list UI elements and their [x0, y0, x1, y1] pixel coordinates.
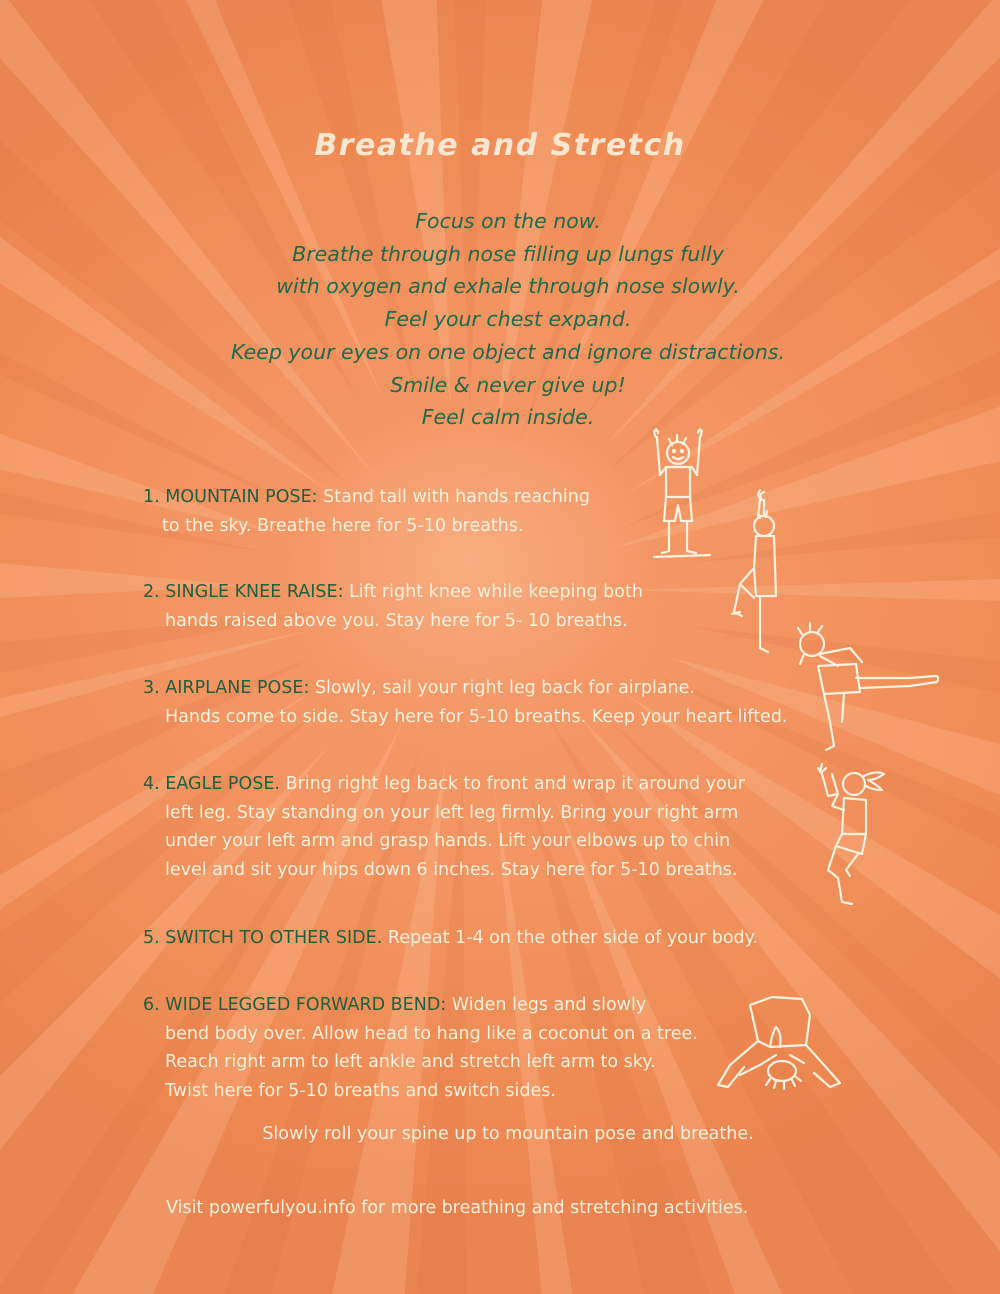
step-number: 6.: [143, 995, 160, 1015]
step-heading: EAGLE POSE.: [165, 774, 280, 794]
step-text: Twist here for 5-10 breaths and switch sides.: [165, 1080, 556, 1101]
step-heading: SWITCH TO OTHER SIDE.: [165, 928, 383, 948]
knee-raise-figure-icon: [720, 488, 790, 663]
step-text: Widen legs and slowly: [451, 995, 647, 1015]
step-text: Slowly, sail your right leg back for airplane.: [314, 678, 695, 698]
step-heading: SINGLE KNEE RAISE:: [165, 582, 344, 602]
step-text: Lift right knee while keeping both: [349, 582, 643, 602]
intro-line: Focus on the now.: [415, 209, 601, 233]
step-number: 1.: [143, 487, 160, 507]
intro-line: Feel calm inside.: [421, 405, 595, 430]
step-text: Bring right leg back to front and wrap it around your: [285, 774, 745, 794]
intro-line: Smile & never give up!: [390, 372, 626, 397]
page-title: Breathe and Stretch: [314, 128, 686, 163]
intro-line: Keep your eyes on one object and ignore distractions.: [230, 339, 786, 364]
airplane-pose-figure-icon: [790, 622, 945, 757]
step-number: 2.: [143, 582, 160, 602]
forward-bend-figure-icon: [710, 995, 845, 1095]
step-mountain-pose: [143, 483, 590, 540]
step-text: hands raised above you. Stay here for 5- 10 breaths.: [165, 610, 628, 631]
closing-instruction: Slowly roll your spine up to mountain pose and breathe.: [262, 1124, 754, 1144]
step-heading: AIRPLANE POSE:: [165, 678, 310, 698]
step-text: to the sky. Breathe here for 5-10 breaths.: [162, 515, 524, 536]
intro-line: Breathe through nose filling up lungs fully: [292, 241, 724, 266]
step-number: 3.: [143, 678, 160, 698]
step-heading: WIDE LEGGED FORWARD BEND:: [165, 995, 447, 1015]
mountain-pose-figure-icon: [640, 425, 720, 565]
step-text: left leg. Stay standing on your left leg firmly. Bring your right arm: [165, 802, 739, 823]
eagle-pose-figure-icon: [808, 760, 888, 910]
footer-link-text: Visit powerfulyou.info for more breathing and stretching activities.: [166, 1198, 749, 1218]
sunburst-ray: [620, 560, 1000, 620]
step-text: Repeat 1-4 on the other side of your body.: [387, 928, 759, 948]
step-text: bend body over. Allow head to hang like a coconut on a tree.: [165, 1023, 698, 1044]
step-text: Reach right arm to left ankle and stretch left arm to sky.: [165, 1052, 656, 1072]
step-number: 4.: [143, 774, 160, 794]
step-eagle-pose: [143, 770, 745, 884]
step-heading: MOUNTAIN POSE:: [165, 487, 318, 507]
step-airplane-pose: [143, 674, 788, 731]
step-wide-legged-forward-bend: [143, 991, 698, 1105]
step-text: level and sit your hips down 6 inches. Stay here for 5-10 breaths.: [165, 859, 738, 880]
step-text: under your left arm and grasp hands. Lift your elbows up to chin: [165, 831, 731, 851]
step-text: Hands come to side. Stay here for 5-10 breaths. Keep your heart lifted.: [165, 706, 788, 727]
step-single-knee-raise: [143, 578, 643, 635]
step-number: 5.: [143, 928, 160, 948]
step-text: Stand tall with hands reaching: [323, 487, 590, 507]
intro-line: with oxygen and exhale through nose slowly.: [276, 274, 740, 299]
intro-text: [100, 205, 916, 434]
intro-line: Feel your chest expand.: [384, 307, 632, 332]
step-switch-sides: [143, 924, 758, 953]
